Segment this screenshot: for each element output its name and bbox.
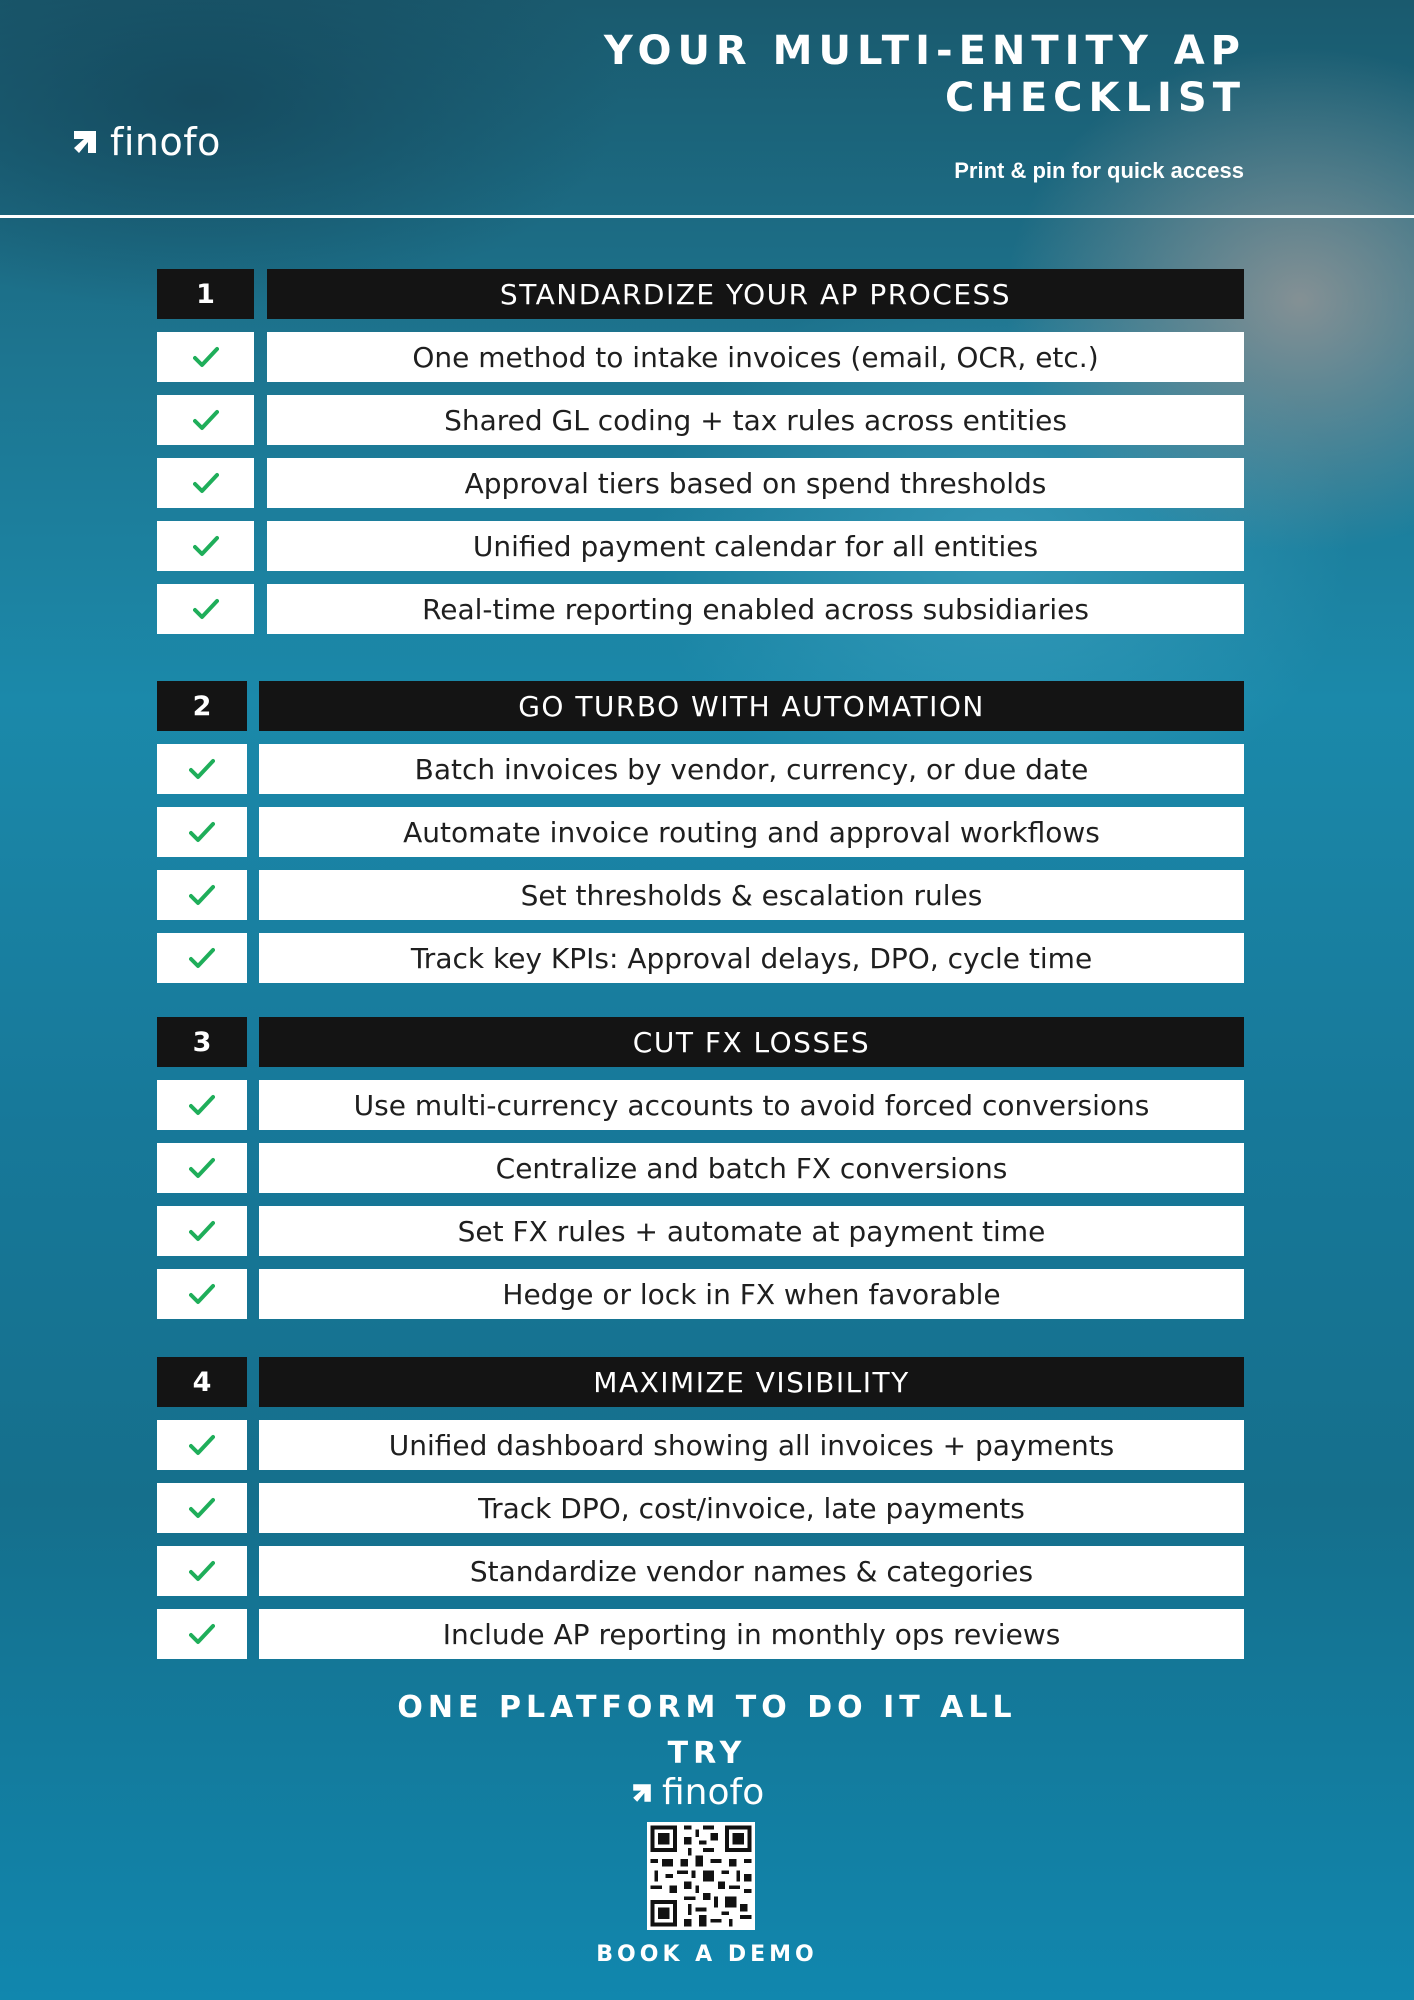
checklist-item[interactable] (157, 744, 1244, 794)
checklist-item[interactable] (157, 395, 1244, 445)
checklist-item-label: Real-time reporting enabled across subsidiaries (267, 584, 1244, 634)
checkbox[interactable] (157, 1483, 247, 1533)
checklist-item-label: Automate invoice routing and approval workflows (259, 807, 1244, 857)
checklist-item[interactable] (157, 870, 1244, 920)
checkmark-icon (193, 409, 219, 431)
checkbox[interactable] (157, 1080, 247, 1130)
checklist-item-label: Approval tiers based on spend thresholds (267, 458, 1244, 508)
checkmark-icon (189, 1283, 215, 1305)
checklist-section-2 (157, 681, 1244, 996)
section-heading-row (157, 1357, 1244, 1407)
cta-line-1: ONE PLATFORM TO DO IT ALL (397, 1690, 1017, 1725)
checklist-item[interactable] (157, 332, 1244, 382)
checklist-item-label: Shared GL coding + tax rules across entities (267, 395, 1244, 445)
checklist-item-label: Standardize vendor names & categories (259, 1546, 1244, 1596)
checklist-item[interactable] (157, 1143, 1244, 1193)
checklist-item-label: Include AP reporting in monthly ops reviews (259, 1609, 1244, 1659)
checkbox[interactable] (157, 1269, 247, 1319)
checklist-item-label: Set thresholds & escalation rules (259, 870, 1244, 920)
checklist-item[interactable] (157, 1206, 1244, 1256)
checkmark-icon (189, 1560, 215, 1582)
checklist-item-label: Track key KPIs: Approval delays, DPO, cycle time (259, 933, 1244, 983)
arrow-up-right-icon (630, 1781, 654, 1805)
checklist-item[interactable] (157, 584, 1244, 634)
checklist-item-label: Use multi-currency accounts to avoid forced conversions (259, 1080, 1244, 1130)
checkmark-icon (189, 1623, 215, 1645)
checkmark-icon (189, 1094, 215, 1116)
page-title: YOUR MULTI-ENTITY AP CHECKLIST (603, 28, 1246, 121)
checkmark-icon (189, 884, 215, 906)
brand-name: finofo (662, 1772, 765, 1813)
section-heading: CUT FX LOSSES (259, 1017, 1244, 1067)
checklist-item[interactable] (157, 1269, 1244, 1319)
checklist-item-label: One method to intake invoices (email, OCR, etc.) (267, 332, 1244, 382)
checklist-item[interactable] (157, 1080, 1244, 1130)
brand-name: finofo (110, 120, 221, 164)
checkbox[interactable] (157, 933, 247, 983)
section-number: 2 (157, 681, 247, 731)
checkmark-icon (189, 1157, 215, 1179)
checkbox[interactable] (157, 332, 254, 382)
page-subtitle: Print & pin for quick access (954, 158, 1244, 183)
checklist-item[interactable] (157, 1483, 1244, 1533)
checkbox[interactable] (157, 744, 247, 794)
footer-brand-logo[interactable] (630, 1772, 764, 1813)
checklist-item-label: Batch invoices by vendor, currency, or due date (259, 744, 1244, 794)
checkbox[interactable] (157, 584, 254, 634)
checkmark-icon (193, 598, 219, 620)
checklist-section-3 (157, 1017, 1244, 1332)
checklist-section-4 (157, 1357, 1244, 1672)
section-heading: STANDARDIZE YOUR AP PROCESS (267, 269, 1244, 319)
qr-code-icon[interactable] (647, 1822, 755, 1930)
checklist-item[interactable] (157, 807, 1244, 857)
checkbox[interactable] (157, 1143, 247, 1193)
checklist-item-label: Set FX rules + automate at payment time (259, 1206, 1244, 1256)
footer-cta (0, 1685, 1414, 1777)
checklist-item-label: Unified payment calendar for all entities (267, 521, 1244, 571)
checklist-item[interactable] (157, 1546, 1244, 1596)
section-heading-row (157, 681, 1244, 731)
checkbox[interactable] (157, 1546, 247, 1596)
cta-line-2: TRY (667, 1736, 747, 1771)
section-heading: MAXIMIZE VISIBILITY (259, 1357, 1244, 1407)
checkmark-icon (189, 947, 215, 969)
checklist-item[interactable] (157, 458, 1244, 508)
checklist-item-label: Track DPO, cost/invoice, late payments (259, 1483, 1244, 1533)
section-number: 3 (157, 1017, 247, 1067)
section-heading-row (157, 1017, 1244, 1067)
checkmark-icon (193, 472, 219, 494)
checkbox[interactable] (157, 1206, 247, 1256)
checklist-item-label: Hedge or lock in FX when favorable (259, 1269, 1244, 1319)
checkbox[interactable] (157, 1609, 247, 1659)
checkmark-icon (189, 1220, 215, 1242)
checklist-item-label: Centralize and batch FX conversions (259, 1143, 1244, 1193)
checkmark-icon (189, 821, 215, 843)
checkmark-icon (189, 1497, 215, 1519)
checkmark-icon (189, 758, 215, 780)
arrow-up-right-icon (70, 127, 100, 157)
checkbox[interactable] (157, 458, 254, 508)
checklist-item[interactable] (157, 933, 1244, 983)
checkmark-icon (189, 1434, 215, 1456)
checkmark-icon (193, 535, 219, 557)
checklist-item[interactable] (157, 1609, 1244, 1659)
checkbox[interactable] (157, 1420, 247, 1470)
checkbox[interactable] (157, 521, 254, 571)
checklist-item-label: Unified dashboard showing all invoices + payments (259, 1420, 1244, 1470)
book-demo-link[interactable]: BOOK A DEMO (596, 1942, 818, 1967)
checklist-item[interactable] (157, 521, 1244, 571)
checklist-item[interactable] (157, 1420, 1244, 1470)
section-number: 1 (157, 269, 254, 319)
checkmark-icon (193, 346, 219, 368)
checkbox[interactable] (157, 395, 254, 445)
brand-logo[interactable] (70, 120, 221, 164)
checkbox[interactable] (157, 807, 247, 857)
header-divider (0, 215, 1414, 218)
section-number: 4 (157, 1357, 247, 1407)
section-heading-row (157, 269, 1244, 319)
checklist-section-1 (157, 269, 1244, 647)
checkbox[interactable] (157, 870, 247, 920)
section-heading: GO TURBO WITH AUTOMATION (259, 681, 1244, 731)
page-header (0, 0, 1414, 215)
